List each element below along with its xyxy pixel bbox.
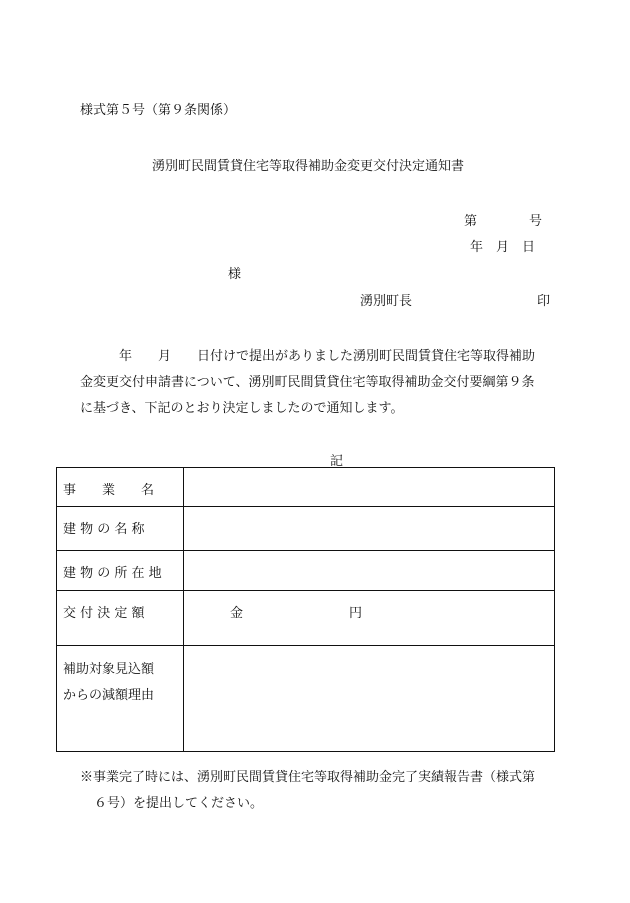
addressee: 様	[228, 267, 242, 282]
building-address-label: 建 物 の 所 在 地	[63, 566, 162, 582]
building-name-field[interactable]	[184, 507, 555, 551]
table-row	[57, 507, 555, 551]
label-cell	[57, 645, 184, 751]
document-number: 第 号	[464, 214, 543, 229]
grant-amount-field[interactable]	[184, 591, 555, 645]
seal-mark: 印	[536, 294, 550, 309]
detail-table	[56, 467, 555, 752]
label-cell	[57, 551, 184, 591]
grant-amount-value	[184, 591, 554, 621]
kin-prefix: 金	[230, 606, 244, 622]
table-row	[57, 645, 555, 751]
issuer-name: 湧別町長	[360, 294, 413, 309]
building-address-field[interactable]	[184, 551, 555, 591]
document-title: 湧別町民間賃貸住宅等取得補助金変更交付決定通知書	[152, 159, 465, 174]
ki-heading: 記	[330, 454, 344, 469]
grant-amount-label: 交 付 決 定 額	[63, 606, 145, 622]
building-name-label: 建 物 の 名 称	[63, 522, 145, 538]
label-cell	[57, 507, 184, 551]
body-text-line: 年 月 日付けで提出がありました湧別町民間賃貸住宅等取得補助	[80, 349, 536, 364]
reduction-reason-label-line: 補助対象見込額	[63, 661, 155, 677]
footnote-line: ※事業完了時には、湧別町民間賃貸住宅等取得補助金完了実績報告書（様式第	[80, 770, 536, 785]
form-number: 様式第５号（第９条関係）	[80, 103, 237, 118]
business-name-field[interactable]	[184, 468, 555, 507]
document-date: 年 月 日	[470, 240, 536, 255]
issuer-block	[360, 290, 550, 309]
table-row	[57, 551, 555, 591]
reduction-reason-label-line: からの減額理由	[63, 687, 155, 703]
body-text-line: に基づき、下記のとおり決定しましたので通知します。	[80, 401, 404, 416]
business-name-label: 事 業 名	[63, 483, 155, 498]
reduction-reason-field[interactable]	[184, 645, 555, 751]
label-cell	[57, 468, 184, 507]
table-row	[57, 591, 555, 645]
body-text-line: 金変更交付申請書について、湧別町民間賃貸住宅等取得補助金交付要綱第９条	[80, 375, 535, 390]
footnote-line: ６号）を提出してください。	[94, 796, 264, 811]
yen-suffix: 円	[349, 606, 363, 622]
table-row	[57, 468, 555, 507]
reduction-reason-label	[63, 646, 183, 709]
label-cell	[57, 591, 184, 645]
